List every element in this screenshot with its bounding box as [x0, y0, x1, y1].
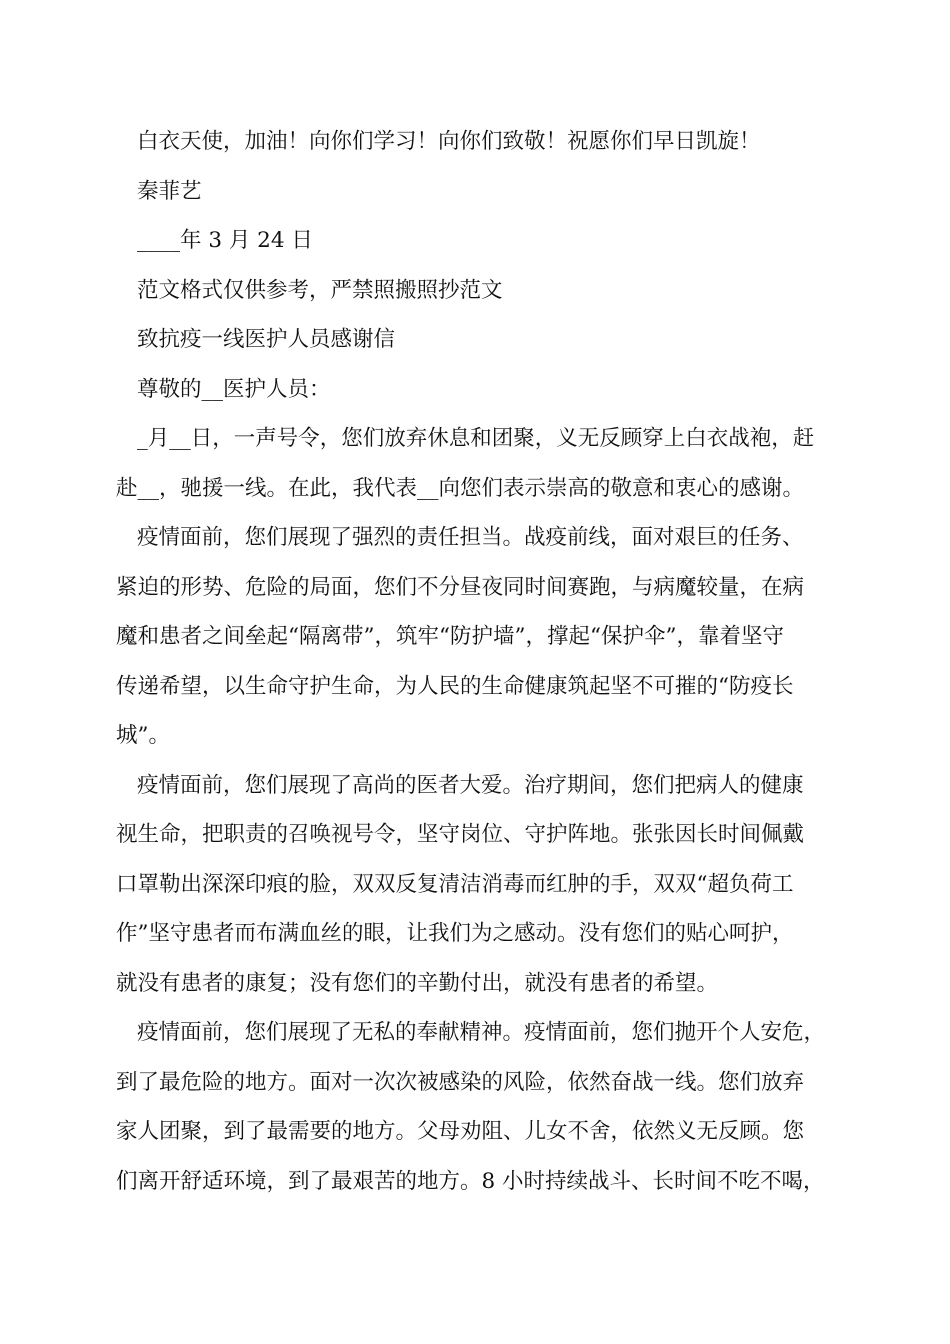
disclaimer: 范文格式仅供参考，严禁照搬照抄范文 [137, 277, 503, 303]
letter-title: 致抗疫一线医护人员感谢信 [137, 327, 396, 352]
paragraph-line: 魔和患者之间垒起“隔离带”，筑牢“防护墙”，撑起“保护伞”，靠着坚守 [116, 624, 784, 649]
paragraph-line: 口罩勒出深深印痕的脸，双双反复清洁消毒而红肿的手，双双“超负荷工 [116, 871, 794, 897]
salutation: 尊敬的__医护人员： [137, 376, 331, 402]
paragraph-line: 紧迫的形势、危险的局面，您们不分昼夜同时间赛跑，与病魔较量，在病 [116, 574, 805, 600]
paragraph-line: 城”。 [116, 723, 170, 748]
paragraph-line: 疫情面前，您们展现了强烈的责任担当。战疫前线，面对艰巨的任务、 [137, 525, 804, 550]
paragraph-line: 们离开舒适环境，到了最艰苦的地方。8 小时持续战斗、长时间不吃不喝， [116, 1168, 825, 1194]
body-paragraph [116, 513, 837, 761]
body-paragraph [116, 761, 837, 1009]
paragraph-line: 就没有患者的康复；没有您们的辛勤付出，就没有患者的希望。 [116, 970, 719, 996]
paragraph-line: _月__日，一声号令，您们放弃休息和团聚，义无反顾穿上白衣战袍，赶 [137, 426, 815, 451]
body-paragraph [116, 1008, 837, 1206]
paragraph-line: 到了最危险的地方。面对一次次被感染的风险，依然奋战一线。您们放弃 [116, 1069, 805, 1095]
signature-date: ____年 3 月 24 日 [137, 228, 313, 253]
paragraph-line: 视生命，把职责的召唤视号令，坚守岗位、守护阵地。张张因长时间佩戴 [116, 822, 805, 847]
paragraph-line: 作”坚守患者而布满血丝的眼，让我们为之感动。没有您们的贴心呵护， [116, 921, 794, 946]
body-paragraph [116, 414, 837, 513]
paragraph-line: 家人团聚，到了最需要的地方。父母劝阻、儿女不舍，依然义无反顾。您 [116, 1119, 805, 1144]
paragraph-line: 疫情面前，您们展现了无私的奉献精神。疫情面前，您们抛开个人安危， [137, 1020, 826, 1045]
paragraph-line: 赴__，驰援一线。在此，我代表__向您们表示崇高的敬意和衷心的感谢。 [116, 475, 805, 501]
signature-name: 秦菲艺 [137, 178, 202, 204]
paragraph-line: 疫情面前，您们展现了高尚的医者大爱。治疗期间，您们把病人的健康 [137, 772, 804, 798]
paragraph-line: 传递希望，以生命守护生命，为人民的生命健康筑起坚不可摧的“防疫长 [116, 673, 794, 699]
closing-line: 白衣天使，加油！向你们学习！向你们致敬！祝愿你们早日凯旋！ [137, 129, 761, 154]
